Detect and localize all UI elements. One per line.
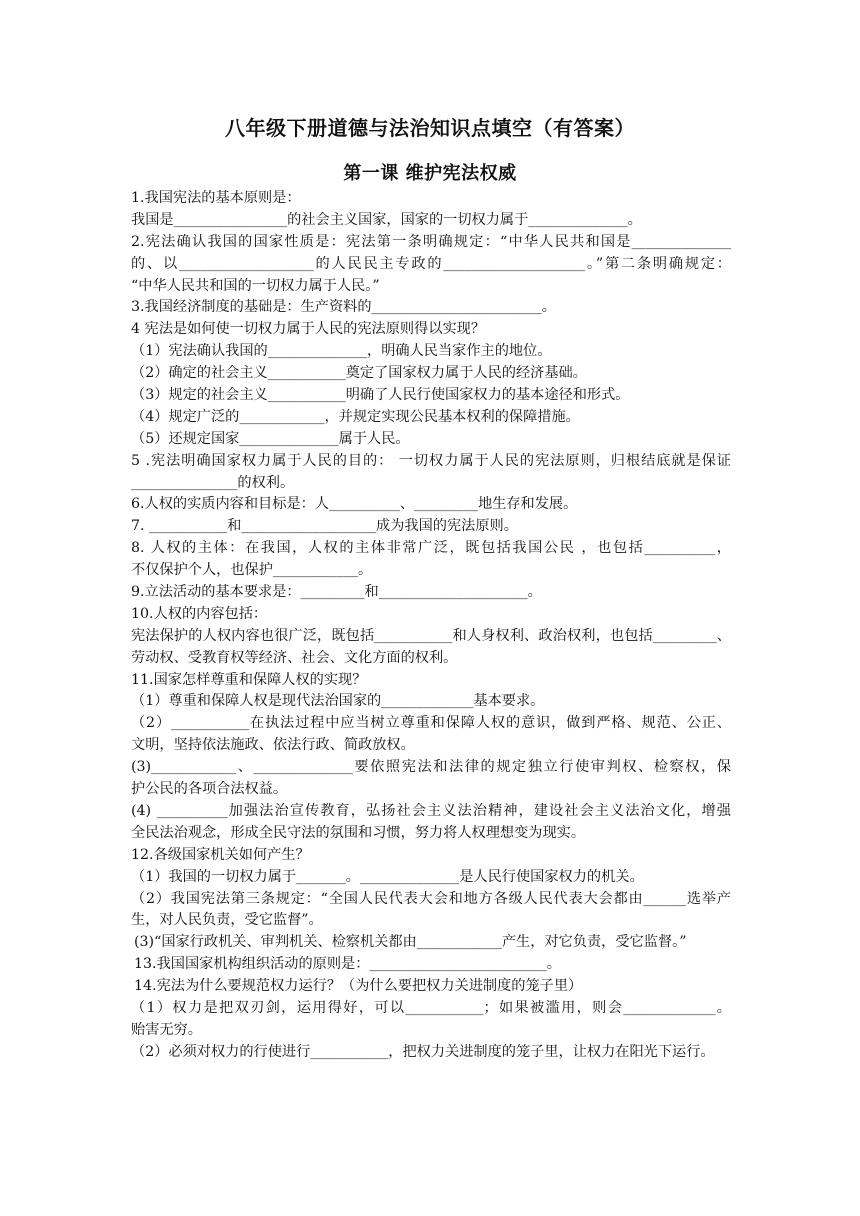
q12-item-3: (3)“国家行政机关、审判机关、检察机关都由____________产生，对它负责，受它监督。” <box>134 934 687 951</box>
lesson-heading: 第一课 维护宪法权威 <box>343 163 517 184</box>
worksheet-body <box>131 188 731 1064</box>
q2-line-2: 的、以___________________的人民民主专政的____________________。”第二条明确规定： <box>131 255 731 272</box>
q14-heading: 14.宪法为什么要规范权力运行？（为什么要把权力关进制度的笼子里） <box>134 978 583 995</box>
q4-item-4: （4）规定广泛的____________，并规定实现公民基本权利的保障措施。 <box>131 408 580 425</box>
q8-line-2: 不仅保护个人，也保护____________。 <box>131 562 373 579</box>
q4-heading: 4 宪法是如何使一切权力属于人民的宪法原则得以实现？ <box>131 321 486 338</box>
q11-item-2-line-2: 文明，坚持依法施政、依法行政、简政放权。 <box>131 737 415 754</box>
q11-heading: 11.国家怎样尊重和保障人权的实现？ <box>131 671 367 688</box>
q4-item-3: （3）规定的社会主义___________明确了人民行使国家权力的基本途径和形式。 <box>131 387 630 404</box>
q14-item-1-line-1: （1）权力是把双刃剑，运用得好，可以___________；如果被滥用，则会_____________。 <box>131 999 731 1016</box>
q4-item-5: （5）还规定国家______________属于人民。 <box>131 430 410 447</box>
q14-item-1-line-2: 贻害无穷。 <box>131 1021 202 1038</box>
q11-item-3-line-1: (3)____________、______________要依照宪法和法律的规定独立行使审判权、检察权，保 <box>131 759 731 776</box>
q7-line: 7. ___________和___________________成为我国的宪法原则。 <box>131 518 518 535</box>
q12-item-2-line-2: 生，对人民负责，受它监督”。 <box>131 912 323 929</box>
q9-line: 9.立法活动的基本要求是：_________和_____________________。 <box>131 584 542 601</box>
q1-blank-line: 我国是________________的社会主义国家，国家的一切权力属于______________。 <box>131 211 642 228</box>
q11-item-3-line-2: 护公民的各项合法权益。 <box>131 781 288 798</box>
q10-heading: 10.人权的内容包括： <box>131 605 268 622</box>
q12-item-1: （1）我国的一切权力属于_______。______________是人民行使国家权力的机关。 <box>131 868 644 885</box>
q13-line: 13.我国国家机构组织活动的原则是：_________________________。 <box>134 956 561 973</box>
q3-line: 3.我国经济制度的基础是：生产资料的________________________。 <box>131 299 556 316</box>
q11-item-1: （1）尊重和保障人权是现代法治国家的_____________基本要求。 <box>131 693 545 710</box>
q10-line-1: 宪法保护的人权内容也很广泛，既包括___________和人身权利、政治权利，也包括_________、 <box>131 627 731 644</box>
q14-item-2: （2）必须对权力的行使进行___________，把权力关进制度的笼子里，让权力在阳光下运行。 <box>131 1043 715 1060</box>
q4-item-2: （2）确定的社会主义___________奠定了国家权力属于人民的经济基础。 <box>131 365 587 382</box>
q11-item-2-line-1: （2）___________在执法过程中应当树立尊重和保障人权的意识，做到严格、规范、公正、 <box>131 715 731 732</box>
q11-item-4-line-2: 全民法治观念，形成全民守法的氛围和习惯，努力将人权理想变为现实。 <box>131 824 586 841</box>
q12-item-2-line-1: （2）我国宪法第三条规定：“全国人民代表大会和地方各级人民代表大会都由______选举产 <box>131 890 731 907</box>
q12-heading: 12.各级国家机关如何产生？ <box>131 846 310 863</box>
q5-line-1: 5 .宪法明确国家权力属于人民的目的： 一切权力属于人民的宪法原则，归根结底就是保证 <box>131 452 731 469</box>
q5-line-2: _______________的权利。 <box>131 474 295 491</box>
q1-heading: 1.我国宪法的基本原则是： <box>131 190 301 206</box>
q8-line-1: 8. 人权的主体：在我国，人权的主体非常广泛，既包括我国公民 ，也包括__________， <box>131 540 731 557</box>
q10-line-2: 劳动权、受教育权等经济、社会、文化方面的权利。 <box>131 649 458 666</box>
q4-item-1: （1）宪法确认我国的______________，明确人民当家作主的地位。 <box>131 343 552 360</box>
document-title: 八年级下册道德与法治知识点填空（有答案） <box>225 116 635 140</box>
q2-line-3: “中华人民共和国的一切权力属于人民。” <box>131 277 380 294</box>
q6-line: 6.人权的实质内容和目标是：人__________、_________地生存和发展。 <box>131 496 578 513</box>
q11-item-4-line-1: (4) __________加强法治宣传教育，弘扬社会主义法治精神，建设社会主义法治文化，增强 <box>131 802 731 819</box>
q2-line-1: 2.宪法确认我国的国家性质是：宪法第一条明确规定：“中华人民共和国是______________ <box>131 233 731 250</box>
